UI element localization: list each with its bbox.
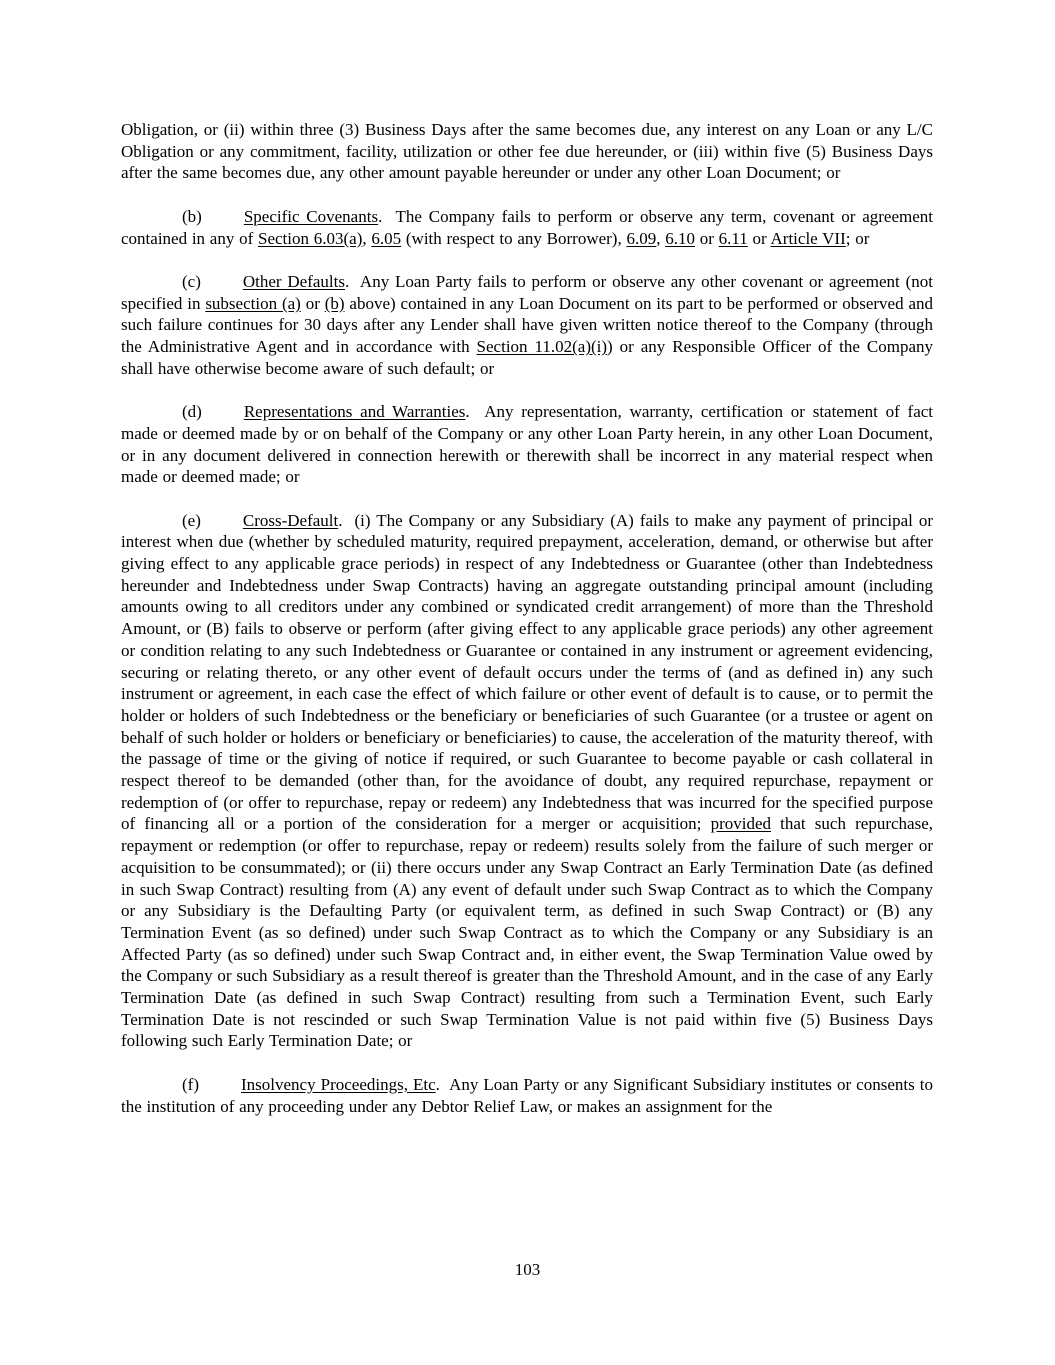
paragraph-c bbox=[121, 271, 933, 380]
underlined-term: (b) bbox=[324, 293, 345, 313]
paragraph-marker: (c) bbox=[182, 271, 201, 291]
paragraph-f bbox=[121, 1074, 933, 1117]
paragraph-marker: (e) bbox=[182, 510, 201, 530]
text-run: . The Company fails to perform or observe any term, covenant or agreement contained in any of bbox=[121, 206, 933, 248]
underlined-term: 6.11 bbox=[718, 228, 748, 248]
paragraph-e bbox=[121, 510, 933, 1053]
underlined-term: provided bbox=[710, 814, 771, 834]
underlined-term: Article VII bbox=[770, 228, 846, 248]
paragraph-a-continuation bbox=[121, 119, 933, 184]
text-run: , bbox=[656, 228, 666, 248]
text-run: or bbox=[300, 293, 325, 313]
paragraph-marker: (b) bbox=[182, 206, 202, 226]
text-run: . (i) The Company or any Subsidiary (A) fails to make any payment of principal or interest when due (whether by scheduled maturity, required prepayment, acceleration, demand, or otherwise but after giving effect to any applicable grace periods) in respect of any Indebtedness or Guarantee (other than Indebtedness hereunder and Indebtedness under Swap Contracts) having an aggregate outstanding principal amount (including amounts owing to all creditors under any combined or syndicated credit arrangement) of more than the Threshold Amount, or (B) fails to observe or perform (after giving effect to any applicable grace periods) any other agreement or condition relating to any such Indebtedness or Guarantee or contained in any instrument or agreement evidencing, securing or relating thereto, or any other event of default occurs under the terms of (and as defined in) any such instrument or agreement, in each case the effect of which failure or other event of default is to cause, or to permit the holder or holders of such Indebtedness or the beneficiary or beneficiaries of such Guarantee (or a trustee or agent on behalf of such holder or holders or beneficiary or beneficiaries) to cause, the acceleration of the maturity thereof, with the passage of time or the giving of notice if required, or such Guarantee to become payable or cash collateral in respect thereof to be demanded (other than, for the avoidance of doubt, any required repurchase, repayment or redemption of (or offer to repurchase, repay or redeem) any Indebtedness that was incurred for the specified purpose of financing all or a portion of the consideration for a merger or acquisition; bbox=[121, 510, 933, 834]
underlined-term: Specific Covenants bbox=[243, 206, 379, 226]
underlined-term: Section 6.03(a) bbox=[258, 228, 363, 248]
text-run: (with respect to any Borrower), bbox=[401, 228, 627, 248]
text-run: ) or any Responsible Officer of the Company shall have otherwise become aware of such default; or bbox=[121, 337, 933, 378]
text-run: Obligation, or (ii) within three (3) Business Days after the same becomes due, any interest on any Loan or any L/C Obligation or any commitment, facility, utilization or other fee due hereunder, or (iii) within five (5) Business Days after the same becomes due, any other amount payable hereunder or under any other Loan Document; or bbox=[121, 120, 933, 183]
underlined-term: 6.09 bbox=[626, 228, 657, 248]
text-run: . Any Loan Party fails to perform or observe any other covenant or agreement (not specified in bbox=[121, 271, 933, 313]
text-run: , bbox=[362, 228, 372, 248]
document-body bbox=[121, 119, 933, 1117]
text-run: or bbox=[747, 228, 771, 248]
paragraph-marker: (d) bbox=[182, 402, 202, 422]
text-run: ; or bbox=[845, 228, 870, 248]
text-run: above) contained in any Loan Document on its part to be performed or observed and such failure continues for 30 days after any Lender shall have given written notice thereof to the Company (through the Administrative Agent and in accordance with bbox=[121, 293, 933, 356]
underlined-term: Representations and Warranties bbox=[243, 402, 466, 422]
underlined-term: Other Defaults bbox=[242, 271, 345, 291]
underlined-term: subsection (a) bbox=[205, 293, 301, 313]
underlined-term: Section 11.02(a)(i) bbox=[476, 337, 608, 356]
text-run: . Any Loan Party or any Significant Subsidiary institutes or consents to the institution of any proceeding under any Debtor Relief Law, or makes an assignment for the bbox=[121, 1074, 933, 1116]
text-run: or bbox=[694, 228, 719, 248]
paragraph-b bbox=[121, 206, 933, 249]
paragraph-marker: (f) bbox=[182, 1074, 199, 1094]
text-run: that such repurchase, repayment or redemption (or offer to repurchase, repay or redeem) results solely from the failure of such merger or acquisition to be consummated); or (ii) there occurs under any Swap Contract an Early Termination Date (as defined in such Swap Contract) resulting from (A) any event of default under such Swap Contract as to which the Company or any Subsidiary is the Defaulting Party (or equivalent term, as defined in such Swap Contract) or (B) any Termination Event (as so defined) under such Swap Contract as to which the Company or any Subsidiary is an Affected Party (as so defined) under such Swap Contract and, in either event, the Swap Termination Value owed by the Company or such Subsidiary as a result thereof is greater than the Threshold Amount, and in the case of any Early Termination Date (as defined in such Swap Contract) resulting from such a Termination Event, such Early Termination Date is not rescinded or such Swap Termination Value is not paid within five (5) Business Days following such Early Termination Date; or bbox=[121, 814, 933, 1051]
underlined-term: 6.10 bbox=[665, 228, 695, 248]
underlined-term: 6.05 bbox=[371, 228, 402, 248]
paragraph-d bbox=[121, 401, 933, 488]
page-number: 103 bbox=[514, 1260, 541, 1279]
underlined-term: Cross-Default bbox=[242, 510, 339, 530]
underlined-term: Insolvency Proceedings, Etc bbox=[240, 1074, 436, 1094]
text-run: . Any representation, warranty, certification or statement of fact made or deemed made by or on behalf of the Company or any other Loan Party herein, in any other Loan Document, or in any document delivered in connection herewith or therewith shall be incorrect in any material respect when made or deemed made; or bbox=[121, 402, 934, 487]
